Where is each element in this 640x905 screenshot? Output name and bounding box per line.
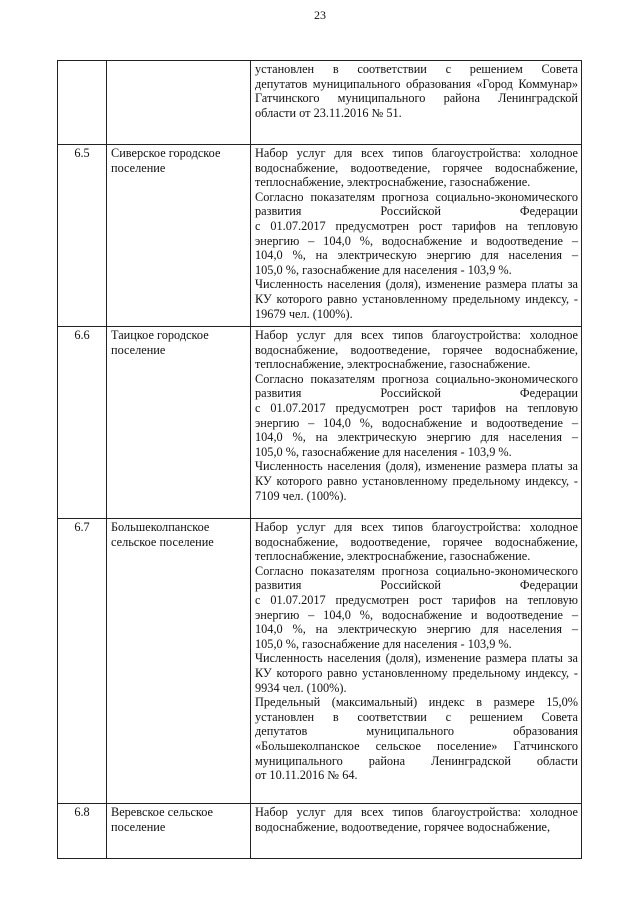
description-line: водоснабжение, водоотведение, горячее водоснабжение, [255, 160, 578, 175]
description-line: Набор услуг для всех типов благоустройства: холодное [255, 328, 578, 342]
description-line: Набор услуг для всех типов благоустройства: холодное [255, 146, 578, 160]
description-line: с 01.07.2017 предусмотрен рост тарифов на тепловую [255, 400, 578, 415]
description-line: 104,0 %, на электрическую энергию для населения – [255, 248, 578, 263]
description-line: Предельный (максимальный) индекс в размере 15,0% [255, 695, 578, 710]
description-line: с 01.07.2017 предусмотрен рост тарифов на тепловую [255, 592, 578, 607]
row-number [58, 61, 107, 145]
description-line: КУ которого равно установленному предельному индексу, - [255, 291, 578, 306]
tariff-description [251, 327, 582, 519]
tariff-table [57, 60, 582, 859]
description-line: 104,0 %, на электрическую энергию для населения – [255, 622, 578, 637]
table-row [58, 145, 582, 327]
description-line: водоснабжение, водоотведение, горячее водоснабжение, [255, 819, 551, 834]
description-line: Численность населения (доля), изменение размера платы за [255, 277, 578, 292]
description-line: КУ которого равно установленному предельному индексу, - [255, 665, 578, 680]
row-number: 6.5 [58, 145, 107, 327]
description-line: Согласно показателям прогноза социально-экономического [255, 563, 578, 578]
description-line: 105,0 %, газоснабжение для населения - 103,9 %. [255, 636, 512, 651]
description-line: 104,0 %, на электрическую энергию для населения – [255, 430, 578, 445]
tariff-description [251, 61, 582, 145]
description-line: депутатов муниципального образования [255, 724, 578, 739]
description-line: Численность населения (доля), изменение размера платы за [255, 459, 578, 474]
settlement-name: Большеколпанское сельское поселение [107, 519, 251, 804]
description-line: Гатчинского муниципального района Ленинградской [255, 91, 578, 106]
table-row [58, 61, 582, 145]
tariff-description [251, 804, 582, 859]
description-line: 9934 чел. (100%). [255, 680, 347, 695]
description-line: КУ которого равно установленному предельному индексу, - [255, 473, 578, 488]
description-line: 105,0 %, газоснабжение для населения - 103,9 %. [255, 262, 512, 277]
settlement-name: Таицкое городское поселение [107, 327, 251, 519]
description-line: Набор услуг для всех типов благоустройства: холодное [255, 805, 578, 819]
table-row [58, 327, 582, 519]
row-number: 6.7 [58, 519, 107, 804]
row-number: 6.6 [58, 327, 107, 519]
table-row [58, 804, 582, 859]
description-line: Численность населения (доля), изменение размера платы за [255, 651, 578, 666]
settlement-name [107, 61, 251, 145]
description-line: Согласно показателям прогноза социально-экономического [255, 371, 578, 386]
tariff-table-body [58, 61, 582, 859]
description-line: водоснабжение, водоотведение, горячее водоснабжение, [255, 342, 578, 357]
tariff-description [251, 519, 582, 804]
description-line: 19679 чел. (100%). [255, 306, 353, 321]
description-line: водоснабжение, водоотведение, горячее водоснабжение, [255, 534, 578, 549]
description-line: с 01.07.2017 предусмотрен рост тарифов на тепловую [255, 218, 578, 233]
description-line: развития Российской Федерации [255, 204, 578, 219]
description-line: Набор услуг для всех типов благоустройства: холодное [255, 520, 578, 534]
description-line: Согласно показателям прогноза социально-экономического [255, 189, 578, 204]
description-line: 7109 чел. (100%). [255, 488, 347, 503]
description-line: энергию – 104,0 %, водоснабжение и водоотведение – [255, 607, 578, 622]
description-line: установлен в соответствии с решением Совета [255, 62, 578, 76]
description-line: энергию – 104,0 %, водоснабжение и водоотведение – [255, 415, 578, 430]
settlement-name: Веревское сельское поселение [107, 804, 251, 859]
description-line: развития Российской Федерации [255, 578, 578, 593]
description-line: 105,0 %, газоснабжение для населения - 103,9 %. [255, 444, 512, 459]
description-line: энергию – 104,0 %, водоснабжение и водоотведение – [255, 233, 578, 248]
settlement-name: Сиверское городское поселение [107, 145, 251, 327]
table-row [58, 519, 582, 804]
description-line: от 10.11.2016 № 64. [255, 768, 358, 783]
row-number: 6.8 [58, 804, 107, 859]
description-line: муниципального района Ленинградской области [255, 753, 578, 768]
description-line: развития Российской Федерации [255, 386, 578, 401]
page-number: 23 [314, 8, 326, 22]
tariff-description [251, 145, 582, 327]
description-line: установлен в соответствии с решением Совета [255, 709, 578, 724]
description-line: теплоснабжение, электроснабжение, газоснабжение. [255, 357, 531, 372]
description-line: «Большеколпанское сельское поселение» Гатчинского [255, 738, 578, 753]
description-line: теплоснабжение, электроснабжение, газоснабжение. [255, 549, 531, 564]
description-line: депутатов муниципального образования «Город Коммунар» [255, 76, 578, 91]
description-line: области от 23.11.2016 № 51. [255, 105, 402, 120]
description-line: теплоснабжение, электроснабжение, газоснабжение. [255, 175, 531, 190]
